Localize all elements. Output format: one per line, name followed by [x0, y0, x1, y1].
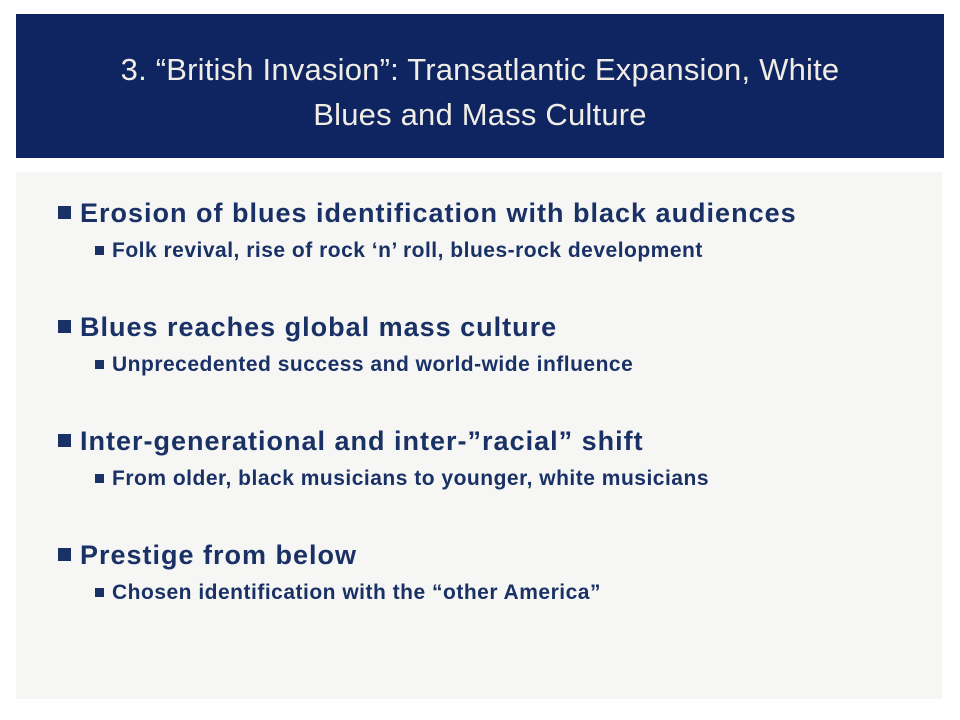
slide-title-line-1: 3. “British Invasion”: Transatlantic Expansion, White: [120, 52, 840, 87]
sub-bullet-text: From older, black musicians to younger, white musicians: [112, 467, 709, 490]
square-bullet-icon: [58, 434, 71, 447]
bullet-heading-text: Prestige from below: [80, 540, 358, 570]
square-sub-bullet-icon: [95, 474, 104, 483]
bullet-heading-text: Erosion of blues identification with black audiences: [80, 198, 797, 228]
sub-bullet-text: Unprecedented success and world-wide influence: [112, 353, 634, 376]
sub-bullet-row: [95, 351, 922, 379]
bullet-heading-row: [58, 310, 922, 344]
sub-bullet-text: Chosen identification with the “other America”: [112, 581, 601, 604]
sub-bullet-text: Folk revival, rise of rock ‘n’ roll, blues-rock development: [112, 239, 703, 262]
sub-bullet-row: [95, 579, 922, 607]
bullet-group-prestige: [58, 538, 922, 607]
sub-bullet-row: [95, 237, 922, 265]
bullet-heading-row: [58, 196, 922, 230]
square-sub-bullet-icon: [95, 588, 104, 597]
bullet-heading-row: [58, 538, 922, 572]
square-sub-bullet-icon: [95, 246, 104, 255]
sub-bullet-row: [95, 465, 922, 493]
square-bullet-icon: [58, 320, 71, 333]
square-sub-bullet-icon: [95, 360, 104, 369]
bullet-heading-text: Blues reaches global mass culture: [80, 312, 558, 342]
bullet-group-mass-culture: [58, 310, 922, 379]
bullet-group-shift: [58, 424, 922, 493]
slide-body: [16, 172, 942, 699]
square-bullet-icon: [58, 548, 71, 561]
bullet-heading-text: Inter-generational and inter-”racial” shift: [80, 426, 644, 456]
square-bullet-icon: [58, 206, 71, 219]
slide-title-band: [16, 14, 944, 158]
bullet-heading-row: [58, 424, 922, 458]
slide-title-line-2: Blues and Mass Culture: [313, 97, 647, 132]
bullet-group-erosion: [58, 196, 922, 265]
